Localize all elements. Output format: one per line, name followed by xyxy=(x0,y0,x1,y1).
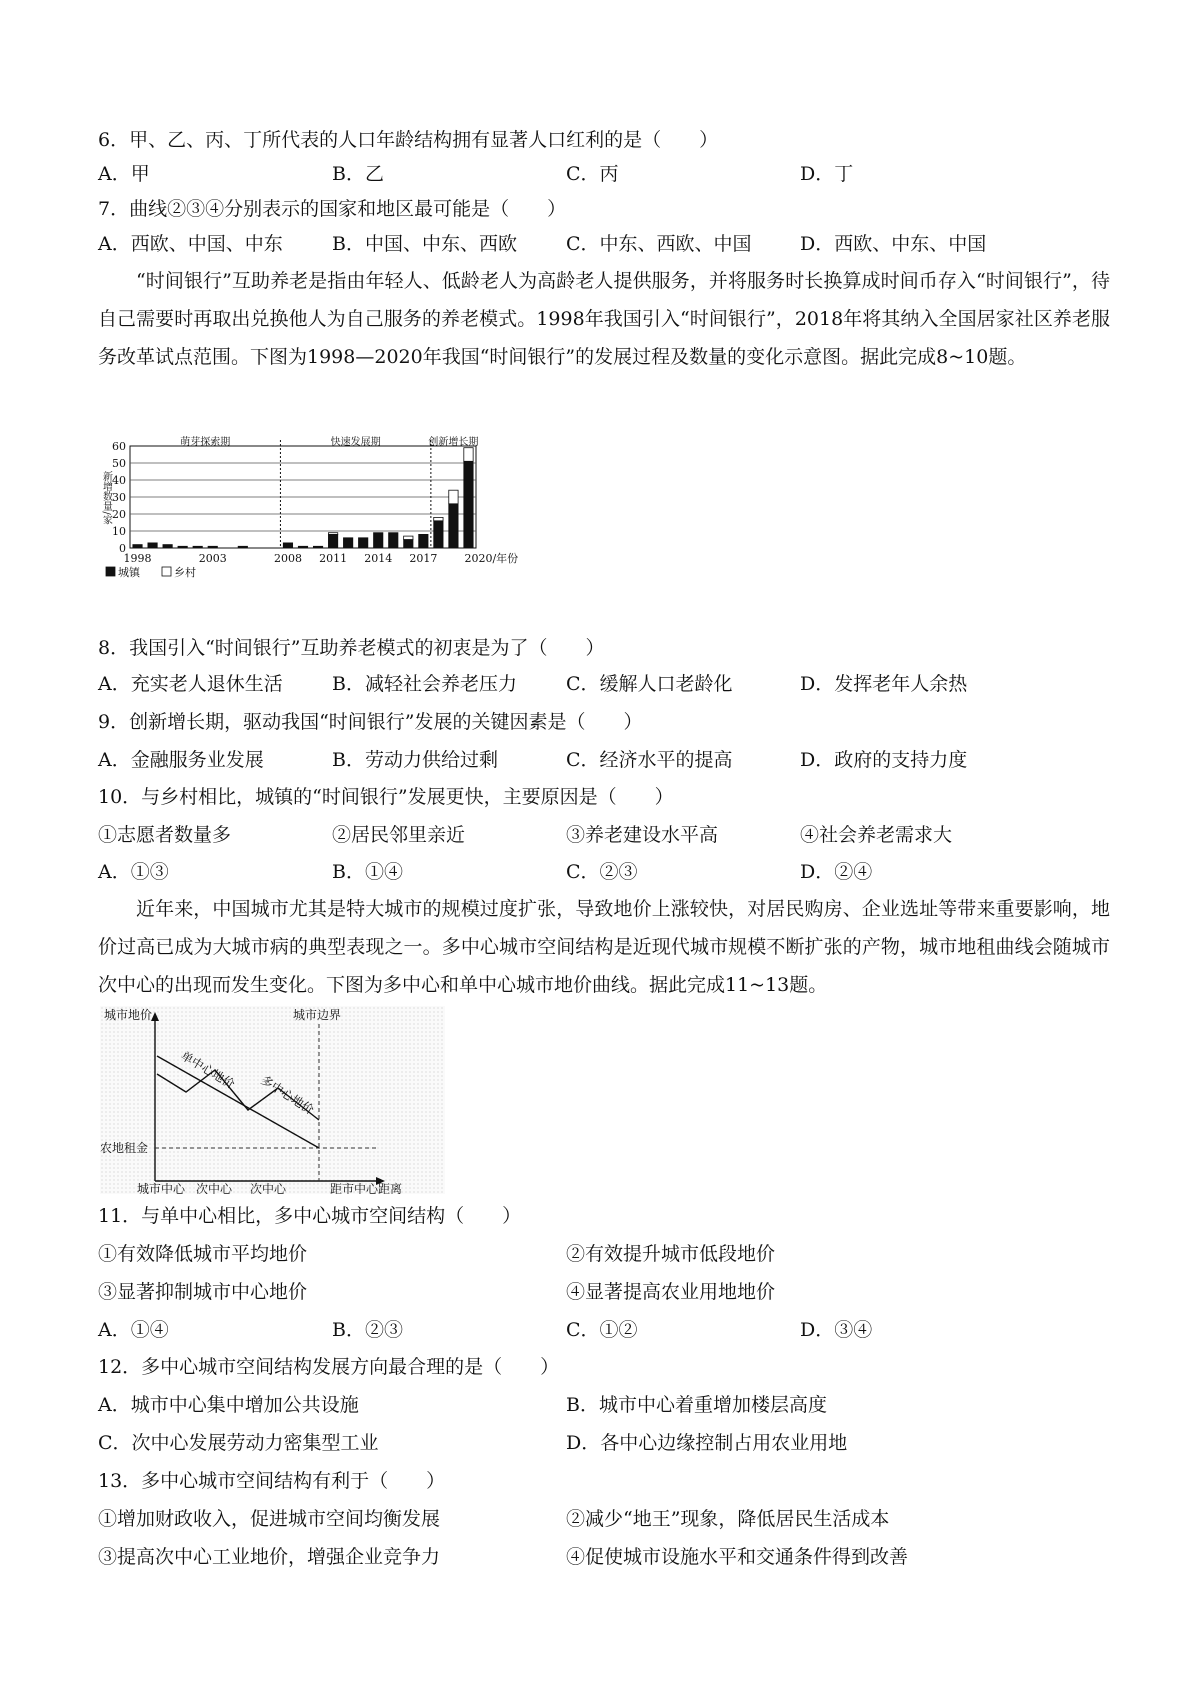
q7-option-d: D．西欧、中东、中国 xyxy=(800,233,987,255)
x-tick-label: 2011 xyxy=(319,552,348,565)
bar-urban xyxy=(193,546,202,548)
q12-stem: 12．多中心城市空间结构发展方向最合理的是（ ） xyxy=(98,1356,560,1378)
q11-option-d: D．③④ xyxy=(800,1319,873,1341)
x-tick-label: 2020/年份 xyxy=(464,552,519,565)
q11-option-c: C．①② xyxy=(566,1319,638,1341)
q6-option-c: C．丙 xyxy=(566,163,619,185)
bar-urban xyxy=(389,533,398,548)
legend-label: 城镇 xyxy=(118,566,140,579)
q11-item-1: ①有效降低城市平均地价 xyxy=(98,1243,308,1265)
x-tick-label: 2008 xyxy=(273,552,302,565)
bar-urban xyxy=(419,534,428,548)
bar-urban xyxy=(313,546,322,548)
q6-option-a: A．甲 xyxy=(98,163,150,185)
q9-option-b: B．劳动力供给过剩 xyxy=(332,749,498,771)
y-tick-label: 40 xyxy=(112,474,126,487)
q10-item-2: ②居民邻里亲近 xyxy=(332,824,466,846)
passage-land-price-text: 近年来，中国城市尤其是特大城市的规模过度扩张，导致地价上涨较快，对居民购房、企业选址等带来重要影响，地价过高已成为大城市病的典型表现之一。多中心城市空间结构是近现代城市规模不断扩张的产物，城市地租曲线会随城市次中心的出现而发生变化。下图为多中心和单中心城市地价曲线。据此完成11~13题。 xyxy=(98,898,1110,996)
q9-option-a: A．金融服务业发展 xyxy=(98,749,264,771)
bar-urban xyxy=(464,461,473,548)
period-label: 快速发展期 xyxy=(330,437,381,448)
bar-rural xyxy=(464,448,473,462)
q9-option-c: C．经济水平的提高 xyxy=(566,749,733,771)
bar-urban xyxy=(374,533,383,548)
land-price-diagram xyxy=(100,1006,445,1194)
q11-item-2: ②有效提升城市低段地价 xyxy=(566,1243,776,1265)
y-axis-label: 新增数量/家 xyxy=(100,471,112,525)
city-boundary-label: 城市边界 xyxy=(293,1008,342,1022)
passage-time-bank xyxy=(98,262,1110,376)
q11-item-4: ④显著提高农业用地地价 xyxy=(566,1281,776,1303)
q13-item-2: ②减少“地王”现象，降低居民生活成本 xyxy=(566,1508,890,1530)
bar-urban xyxy=(434,521,443,548)
bar-rural xyxy=(434,517,443,520)
y-tick-label: 30 xyxy=(112,491,126,504)
legend-swatch xyxy=(162,567,171,576)
q10-option-b: B．①④ xyxy=(332,861,403,883)
q12-option-c: C．次中心发展劳动力密集型工业 xyxy=(98,1432,379,1454)
x-axis-label: 距市中心距离 xyxy=(330,1182,403,1194)
q7-option-a: A．西欧、中国、中东 xyxy=(98,233,283,255)
x-label-sub-center-2: 次中心 xyxy=(250,1182,287,1194)
q6-option-b: B．乙 xyxy=(332,163,384,185)
bar-urban xyxy=(208,546,217,548)
period-label: 萌芽探索期 xyxy=(180,437,231,448)
bar-urban xyxy=(328,534,337,548)
q10-option-c: C．②③ xyxy=(566,861,638,883)
q6-stem: 6．甲、乙、丙、丁所代表的人口年龄结构拥有显著人口红利的是（ ） xyxy=(98,129,719,151)
x-tick-label: 1998 xyxy=(123,552,152,565)
q11-option-a: A．①④ xyxy=(98,1319,169,1341)
single-center-curve-label: 单中心地价 xyxy=(178,1048,238,1092)
bar-urban xyxy=(148,543,157,548)
q11-item-3: ③显著抑制城市中心地价 xyxy=(98,1281,308,1303)
q8-option-c: C．缓解人口老龄化 xyxy=(566,673,733,695)
q13-stem: 13．多中心城市空间结构有利于（ ） xyxy=(98,1470,446,1492)
bar-urban xyxy=(404,540,413,549)
y-axis-label: 城市地价 xyxy=(104,1008,153,1022)
bar-urban xyxy=(163,545,172,548)
q12-option-d: D．各中心边缘控制占用农业用地 xyxy=(566,1432,848,1454)
bar-rural xyxy=(404,536,413,539)
q10-option-a: A．①③ xyxy=(98,861,169,883)
diagram-background xyxy=(100,1006,445,1194)
q7-stem: 7．曲线②③④分别表示的国家和地区最可能是（ ） xyxy=(98,198,567,220)
bar-urban xyxy=(238,546,247,548)
bar-urban xyxy=(178,546,187,548)
q13-item-1: ①增加财政收入，促进城市空间均衡发展 xyxy=(98,1508,441,1530)
q10-item-1: ①志愿者数量多 xyxy=(98,824,232,846)
bar-rural xyxy=(328,533,337,535)
q13-item-3: ③提高次中心工业地价，增强企业竞争力 xyxy=(98,1546,441,1568)
y-tick-label: 10 xyxy=(112,525,126,538)
bar-urban xyxy=(343,538,352,548)
q8-option-a: A．充实老人退休生活 xyxy=(98,673,283,695)
legend-label: 乡村 xyxy=(174,566,196,579)
period-label: 创新增长期 xyxy=(428,437,479,448)
x-tick-label: 2003 xyxy=(198,552,227,565)
farm-rent-label: 农地租金 xyxy=(100,1141,149,1155)
passage-land-price xyxy=(98,890,1110,1004)
q10-item-3: ③养老建设水平高 xyxy=(566,824,719,846)
q12-option-a: A．城市中心集中增加公共设施 xyxy=(98,1394,359,1416)
time-bank-chart xyxy=(98,430,538,630)
multi-center-curve-label: 多中心地价 xyxy=(258,1072,317,1118)
q10-stem: 10．与乡村相比，城镇的“时间银行”发展更快，主要原因是（ ） xyxy=(98,786,674,808)
q10-item-4: ④社会养老需求大 xyxy=(800,824,953,846)
bar-urban xyxy=(359,538,368,548)
q8-option-b: B．减轻社会养老压力 xyxy=(332,673,517,695)
q7-option-c: C．中东、西欧、中国 xyxy=(566,233,752,255)
legend-swatch xyxy=(106,567,115,576)
q6-option-d: D．丁 xyxy=(800,163,854,185)
q9-stem: 9．创新增长期，驱动我国“时间银行”发展的关键因素是（ ） xyxy=(98,711,643,733)
bar-rural xyxy=(449,490,458,504)
q13-item-4: ④促使城市设施水平和交通条件得到改善 xyxy=(566,1546,909,1568)
q12-option-b: B．城市中心着重增加楼层高度 xyxy=(566,1394,827,1416)
q8-stem: 8．我国引入“时间银行”互助养老模式的初衷是为了（ ） xyxy=(98,637,605,659)
q8-option-d: D．发挥老年人余热 xyxy=(800,673,968,695)
x-tick-label: 2014 xyxy=(364,552,393,565)
q11-stem: 11．与单中心相比，多中心城市空间结构（ ） xyxy=(98,1205,522,1227)
x-label-sub-center-1: 次中心 xyxy=(196,1182,233,1194)
y-tick-label: 20 xyxy=(112,508,126,521)
q10-option-d: D．②④ xyxy=(800,861,873,883)
x-tick-label: 2017 xyxy=(409,552,438,565)
y-tick-label: 0 xyxy=(119,542,126,555)
q7-option-b: B．中国、中东、西欧 xyxy=(332,233,517,255)
x-label-city-center: 城市中心 xyxy=(137,1182,186,1194)
y-tick-label: 50 xyxy=(112,457,126,470)
y-tick-label: 60 xyxy=(112,440,126,453)
bar-urban xyxy=(449,504,458,548)
passage-time-bank-text: “时间银行”互助养老是指由年轻人、低龄老人为高龄老人提供服务，并将服务时长换算成时间币存入“时间银行”，待自己需要时再取出兑换他人为自己服务的养老模式。1998年我国引入“时间银行”，2018年将其纳入全国居家社区养老服务改革试点范围。下图为1998—2020年我国“时间银行”的发展过程及数量的变化示意图。据此完成8~10题。 xyxy=(98,270,1110,368)
bar-urban xyxy=(283,543,292,548)
bar-urban xyxy=(298,546,307,548)
bar-urban xyxy=(133,545,142,548)
q9-option-d: D．政府的支持力度 xyxy=(800,749,968,771)
q11-option-b: B．②③ xyxy=(332,1319,403,1341)
